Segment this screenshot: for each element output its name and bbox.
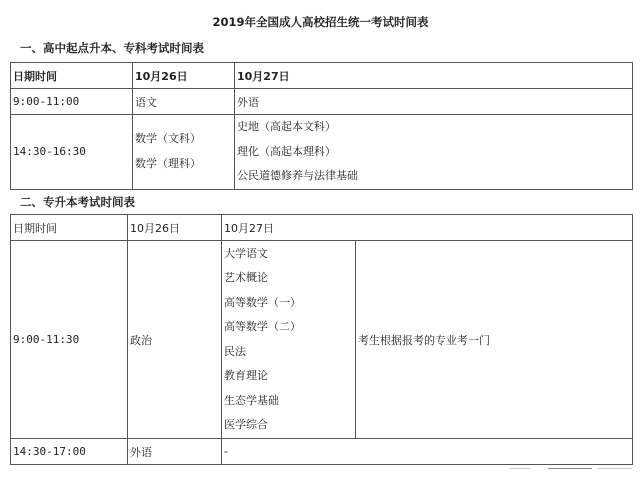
day1-cell: [133, 115, 235, 190]
section1-table: [10, 62, 633, 190]
watermark-stroke: [510, 468, 530, 469]
time-cell: 9:00-11:00: [11, 89, 133, 115]
section2-heading: 二、专升本考试时间表: [20, 195, 135, 209]
time-cell: 9:00-11:30: [11, 241, 128, 439]
subject-item: 大学语文: [224, 246, 268, 260]
subject-item: 医学综合: [224, 418, 268, 431]
day1-cell: 政治: [128, 241, 222, 439]
section2-table: [10, 214, 633, 465]
subject-item: 数学（文科）: [135, 132, 201, 146]
time-cell: 14:30-16:30: [11, 115, 133, 190]
time-cell: 14:30-17:00: [11, 439, 128, 465]
day2-cell: [235, 115, 633, 190]
table-row: [11, 115, 633, 190]
day2-subject-list: [222, 241, 356, 439]
section1-heading: 一、高中起点升本、专科考试时间表: [20, 41, 204, 55]
header-oct27: 10月27日: [222, 215, 633, 241]
subject-item: 教育理论: [224, 369, 268, 382]
watermark-stroke: [598, 468, 632, 469]
subject-item: 公民道德修养与法律基础: [237, 169, 358, 182]
subject-item: 高等数学（二）: [224, 320, 301, 333]
day2-cell: -: [222, 439, 633, 465]
header-date-time: 日期时间: [11, 63, 133, 89]
page-title: 2019年全国成人高校招生统一考试时间表: [212, 15, 429, 29]
table-row: [11, 89, 633, 115]
subject-item: 生态学基础: [224, 393, 279, 407]
subject-item: 理化（高起本理科）: [237, 144, 336, 158]
watermark-stroke: [548, 468, 592, 469]
table-row: [11, 241, 633, 439]
subject-item: 民法: [224, 344, 246, 358]
header-oct26: 10月26日: [133, 63, 235, 89]
day1-cell: 语文: [133, 89, 235, 115]
day1-cell: 外语: [128, 439, 222, 465]
header-oct26: 10月26日: [128, 215, 222, 241]
table-header-row: [11, 63, 633, 89]
table-header-row: [11, 215, 633, 241]
subject-item: 史地（高起本文科）: [237, 120, 336, 133]
subject-item: 艺术概论: [224, 271, 268, 284]
header-date-time: 日期时间: [11, 215, 128, 241]
day2-note: 考生根据报考的专业考一门: [356, 241, 633, 439]
table-row: [11, 439, 633, 465]
day2-cell: 外语: [235, 89, 633, 115]
header-oct27: 10月27日: [235, 63, 633, 89]
subject-item: 数学（理科）: [135, 156, 201, 170]
subject-item: 高等数学（一）: [224, 295, 301, 309]
